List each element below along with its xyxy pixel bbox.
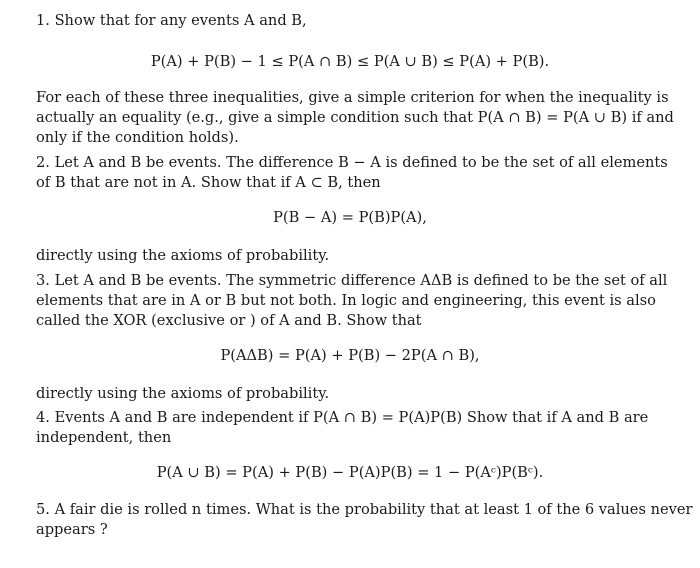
problem-4-equation: P(A ∪ B) = P(A) + P(B) − P(A)P(B) = 1 − P(Aᶜ)P(Bᶜ). (156, 464, 544, 481)
problem-3-statement: called the XOR (exclusive or ) of A and B. Show that (36, 312, 422, 329)
problem-1-text-line: only if the condition holds). (36, 129, 239, 146)
problem-5-statement: 5. A fair die is rolled n times. What is the probability that at least 1 of the 6 values never (36, 501, 693, 518)
problem-3-statement: elements that are in A or B but not both. In logic and engineering, this event is also (36, 292, 656, 309)
problem-1-statement: 1. Show that for any events A and B, (36, 12, 307, 29)
problem-2-statement: 2. Let A and B be events. The difference B − A is defined to be the set of all elements (36, 154, 668, 171)
problem-3-equation: P(AΔB) = P(A) + P(B) − 2P(A ∩ B), (220, 347, 480, 364)
problem-5-statement: appears ? (36, 521, 108, 538)
problem-3-statement: 3. Let A and B be events. The symmetric difference AΔB is defined to be the set of all (36, 272, 668, 289)
problem-2-equation: P(B − A) = P(B)P(A), (273, 209, 427, 226)
problem-3-text-line: directly using the axioms of probability. (36, 385, 330, 402)
problem-4-statement: 4. Events A and B are independent if P(A ∩ B) = P(A)P(B) Show that if A and B are (36, 409, 649, 426)
problem-2-statement: of B that are not in A. Show that if A ⊂ B, then (36, 174, 381, 191)
problem-1-text-line: For each of these three inequalities, give a simple criterion for when the inequality is (36, 89, 669, 106)
problem-4-statement: independent, then (36, 429, 172, 446)
problem-2-text-line: directly using the axioms of probability. (36, 247, 330, 264)
problem-1-text-line: actually an equality (e.g., give a simple condition such that P(A ∩ B) = P(A ∪ B) if and (36, 109, 674, 126)
problem-1-equation: P(A) + P(B) − 1 ≤ P(A ∩ B) ≤ P(A ∪ B) ≤ P(A) + P(B). (150, 53, 550, 70)
